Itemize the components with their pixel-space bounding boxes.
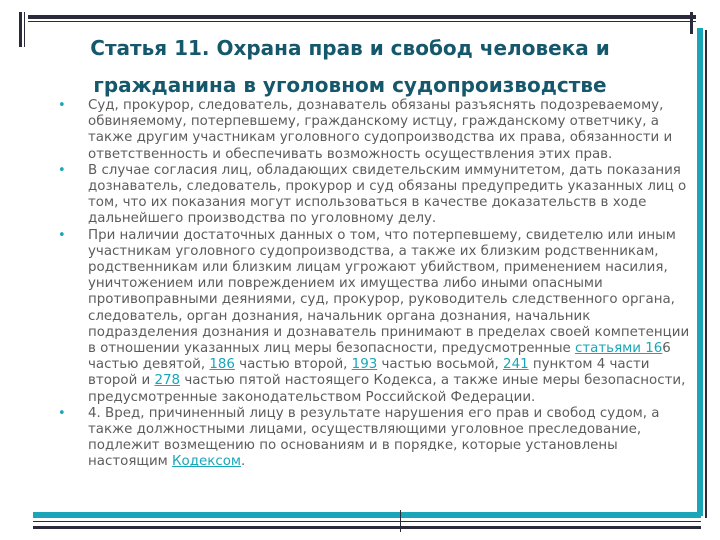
frame-line-bottom-thin	[33, 521, 701, 522]
list-item	[58, 98, 698, 163]
list-item-text: 6 частью девятой,	[88, 341, 671, 373]
frame-line-right	[705, 30, 707, 518]
link-article-241[interactable]: 241	[503, 357, 529, 373]
article-list	[58, 98, 698, 471]
frame-bar-bottom	[33, 512, 701, 518]
frame-tick-bottom	[400, 510, 401, 532]
list-item-text: частью пятой настоящего Кодекса, а также иные меры безопасности, предусмотренные законодательством Российской Федерации.	[88, 373, 686, 405]
list-item	[58, 228, 698, 406]
frame-line-top-thin	[28, 21, 696, 22]
link-articles-16[interactable]: статьями 16	[575, 341, 663, 357]
list-item-text: .	[241, 454, 246, 470]
list-item-text: Суд, прокурор, следователь, дознаватель обязаны разъяснять подозреваемому, обвиняемому, потерпевшему, гражданскому истцу, гражданскому ответчику, а также другим участникам уголовного судопроизводства их права, обязанности и ответственность и обеспечивать возможность осуществления этих прав.	[88, 98, 673, 162]
list-item	[58, 163, 698, 228]
link-codex[interactable]: Кодексом	[172, 454, 241, 470]
bullet-icon: •	[58, 405, 66, 421]
list-item-text: частью второй,	[234, 357, 352, 373]
frame-line-right-top	[690, 12, 693, 34]
link-article-186[interactable]: 186	[209, 357, 235, 373]
frame-line-bottom	[33, 526, 701, 529]
list-item-text: В случае согласия лиц, обладающих свидетельским иммунитетом, дать показания дознаватель, следователь, прокурор и суд обязаны предупредить указанных лиц о том, что их показания могут использоваться в качестве доказательств в ходе дальнейшего производства по уголовному делу.	[88, 162, 687, 227]
bullet-icon: •	[58, 98, 66, 113]
list-item-text: пунктом 4 части второй и	[88, 357, 650, 389]
slide-title-line2: гражданина в уголовном судопроизводстве	[93, 73, 607, 97]
list-item	[58, 406, 698, 471]
list-item-text: частью восьмой,	[377, 357, 504, 373]
frame-line-left-thin	[24, 12, 25, 47]
frame-line-top	[28, 15, 696, 19]
list-item-text: При наличии достаточных данных о том, что потерпевшему, свидетелю или иным участникам уголовного судопроизводства, а также их близким родственникам, родственникам или близким лицам угрожают убийством, применением насилия, уничтожением или повреждением их имущества либо иными опасными противоправными деяниями, суд, прокурор, руководитель следственного органа, следователь, орган дознания, начальник органа дознания, начальник подразделения дознания и дознаватель принимают в пределах своей компетенции в отношении указанных лиц меры безопасности, предусмотренные	[88, 227, 690, 357]
link-article-193[interactable]: 193	[351, 357, 378, 373]
link-article-278[interactable]: 278	[154, 373, 181, 389]
list-item-text: 4. Вред, причиненный лицу в результате нарушения его прав и свобод судом, а также должностными лицами, осуществляющими уголовное преследование, подлежит возмещению по основаниям и в порядке, которые установлены настоящим	[88, 405, 660, 470]
bullet-icon: •	[58, 162, 66, 178]
slide-title-line1: Статья 11. Охрана прав и свобод человека и	[90, 36, 610, 60]
bullet-icon: •	[58, 227, 66, 243]
frame-line-left	[19, 12, 22, 47]
